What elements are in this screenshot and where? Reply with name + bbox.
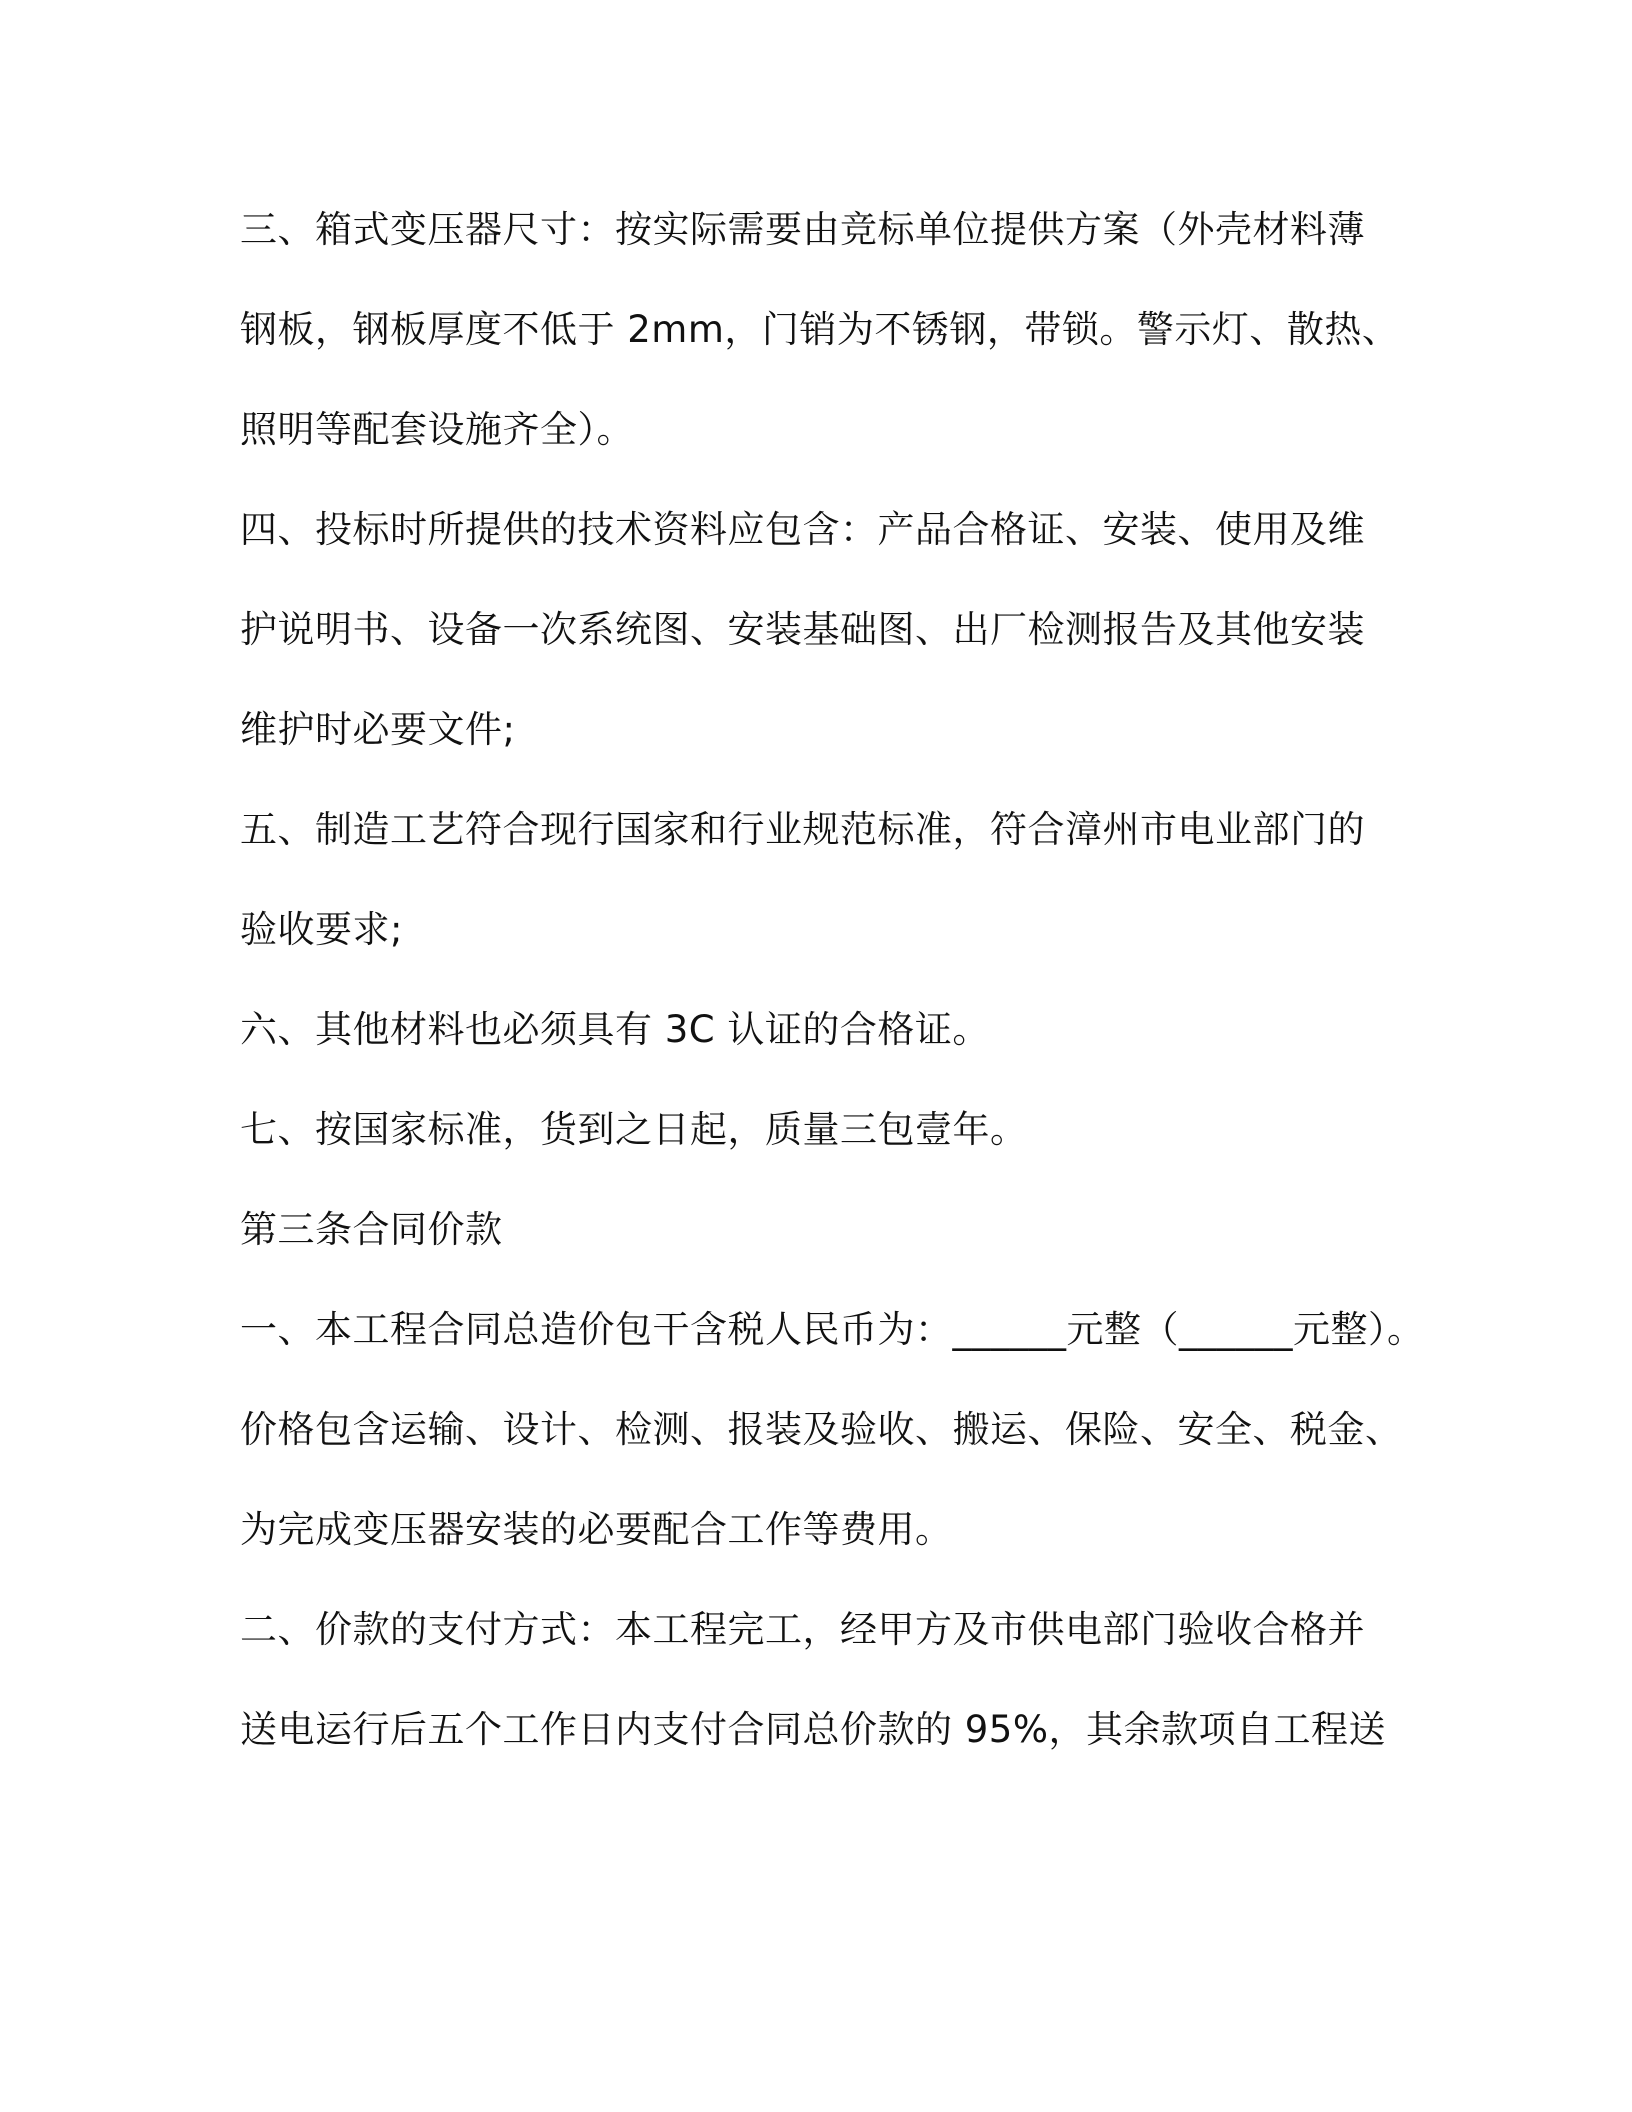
- text-line: 五、制造工艺符合现行国家和行业规范标准，符合漳州市电业部门的: [240, 808, 1365, 851]
- text-line: 送电运行后五个工作日内支付合同总价款的 95%，其余款项自工程送: [240, 1708, 1386, 1751]
- text-line: 护说明书、设备一次系统图、安装基础图、出厂检测报告及其他安装: [240, 608, 1365, 651]
- text-line: 三、箱式变压器尺寸：按实际需要由竞标单位提供方案（外壳材料薄: [240, 208, 1365, 251]
- text-line: 照明等配套设施齐全）。: [240, 408, 634, 451]
- text-line: 为完成变压器安装的必要配合工作等费用。: [240, 1508, 953, 1551]
- text-line: 七、按国家标准，货到之日起，质量三包壹年。: [240, 1108, 1028, 1151]
- text-line: 六、其他材料也必须具有 3C 认证的合格证。: [240, 1008, 990, 1051]
- text-line: 一、本工程合同总造价包干含税人民币为：______元整（______元整）。: [240, 1308, 1425, 1351]
- text-line: 价格包含运输、设计、检测、报装及验收、搬运、保险、安全、税金、: [240, 1408, 1403, 1451]
- text-line: 维护时必要文件;: [240, 708, 516, 751]
- text-line: 验收要求;: [240, 908, 403, 951]
- text-line: 四、投标时所提供的技术资料应包含：产品合格证、安装、使用及维: [240, 508, 1365, 551]
- section-heading: 第三条合同价款: [240, 1208, 503, 1251]
- text-line: 二、价款的支付方式：本工程完工，经甲方及市供电部门验收合格并: [240, 1608, 1365, 1651]
- contract-text-body: [240, 180, 1440, 1780]
- text-line: 钢板，钢板厚度不低于 2mm，门销为不锈钢，带锁。警示灯、散热、: [240, 308, 1400, 351]
